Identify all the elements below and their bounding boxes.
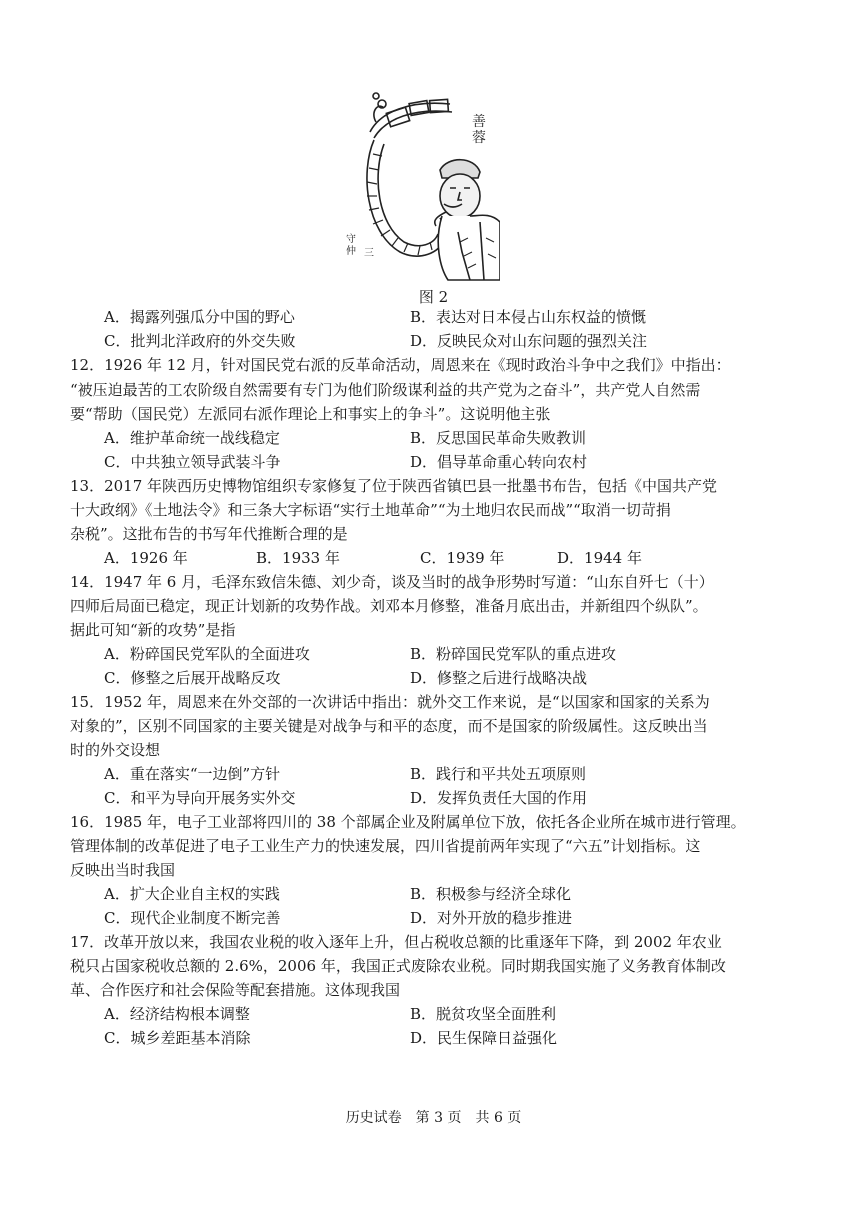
q13-option-a: A．1926 年 [104, 549, 188, 567]
q15-option-d: D．发挥负责任大国的作用 [410, 789, 588, 807]
q16-stem-line3: 反映出当时我国 [70, 861, 176, 879]
q16-stem-line1: 16．1985 年，电子工业部将四川的 38 个部属企业及附属单位下放，依托各企业所在城市进行管理。 [70, 813, 746, 831]
q14-stem-line2: 四师后局面已稳定，现正计划新的攻势作战。刘邓本月修整，准备月底出击，并新组四个纵队”。 [70, 597, 708, 615]
q14-option-c: C．修整之后展开战略反攻 [104, 669, 281, 687]
q16-option-c: C．现代企业制度不断完善 [104, 909, 281, 927]
q16-option-d: D．对外开放的稳步推进 [410, 909, 573, 927]
q17-stem-line3: 革、合作医疗和社会保险等配套措施。这体现我国 [70, 981, 401, 999]
figure-caption: 图 2 [418, 288, 449, 306]
q17-option-a: A．经济结构根本调整 [104, 1005, 250, 1023]
q17-stem-line1: 17．改革开放以来，我国农业税的收入逐年上升，但占税收总额的比重逐年下降，到 2002 年农业 [70, 933, 722, 951]
q14-stem-line1: 14．1947 年 6 月，毛泽东致信朱德、刘少奇，谈及当时的战争形势时写道：“山东自歼七（十） [70, 573, 714, 591]
q14-option-a: A．粉碎国民党军队的全面进攻 [104, 645, 310, 663]
q17-option-b: B．脱贫攻坚全面胜利 [410, 1005, 557, 1023]
q16-option-a: A．扩大企业自主权的实践 [104, 885, 280, 903]
q11-option-a: A．揭露列强瓜分中国的野心 [104, 308, 295, 326]
q13-option-d: D．1944 年 [557, 549, 642, 567]
page-footer: 历史试卷 第 3 页 共 6 页 [345, 1110, 522, 1126]
q15-option-b: B．践行和平共处五项原则 [410, 765, 587, 783]
q11-option-d: D．反映民众对山东问题的强烈关注 [410, 332, 648, 350]
q15-stem-line1: 15．1952 年，周恩来在外交部的一次讲话中指出：就外交工作来说，是“以国家和国家的关系为 [70, 693, 710, 711]
q16-option-b: B．积极参与经济全球化 [410, 885, 572, 903]
q14-option-d: D．修整之后进行战略决战 [410, 669, 588, 687]
cartoon-text-right: 善蓉 [472, 114, 486, 146]
cartoon-illustration [340, 92, 500, 282]
q15-stem-line2: 对象的”，区别不同国家的主要关键是对战争与和平的态度，而不是国家的阶级属性。这反映出当 [70, 717, 708, 735]
q16-stem-line2: 管理体制的改革促进了电子工业生产力的快速发展，四川省提前两年实现了“六五”计划指标。这 [70, 837, 701, 855]
q13-stem-line2: 十大政纲》《土地法令》和三条大字标语“实行土地革命”“为土地归农民而战”“取消一切苛捐 [70, 501, 671, 519]
q17-stem-line2: 税只占国家税收总额的 2.6%，2006 年，我国正式废除农业税。同时期我国实施了义务教育体制改 [70, 957, 726, 975]
q15-stem-line3: 时的外交设想 [70, 741, 161, 759]
q13-stem-line1: 13．2017 年陕西历史博物馆组织专家修复了位于陕西省镇巴县一批墨书布告，包括《中国共产党 [70, 477, 718, 495]
q11-option-b: B．表达对日本侵占山东权益的愤慨 [410, 308, 647, 326]
q13-option-c: C．1939 年 [420, 549, 505, 567]
q17-option-c: C．城乡差距基本消除 [104, 1029, 251, 1047]
q12-stem-line3: 要“帮助（国民党）左派同右派作理论上和事实上的争斗”。这说明他主张 [70, 405, 551, 423]
q12-stem-line1: 12．1926 年 12 月，针对国民党右派的反革命活动，周恩来在《现时政治斗争中之我们》中指出： [70, 356, 731, 374]
q11-option-c: C．批判北洋政府的外交失败 [104, 332, 296, 350]
q13-option-b: B．1933 年 [256, 549, 340, 567]
q15-option-c: C．和平为导向开展务实外交 [104, 789, 296, 807]
q14-option-b: B．粉碎国民党军队的重点进攻 [410, 645, 617, 663]
q13-stem-line3: 杂税”。这批布告的书写年代推断合理的是 [70, 525, 348, 543]
q15-option-a: A．重在落实“一边倒”方针 [104, 765, 281, 783]
q12-option-d: D．倡导革命重心转向农村 [410, 453, 588, 471]
cartoon-figure [340, 92, 500, 282]
q14-stem-line3: 据此可知“新的攻势”是指 [70, 621, 236, 639]
cartoon-text-left: 守仲 三 [346, 234, 374, 259]
q12-option-a: A．维护革命统一战线稳定 [104, 429, 280, 447]
q12-option-c: C．中共独立领导武装斗争 [104, 453, 281, 471]
q12-option-b: B．反思国民革命失败教训 [410, 429, 587, 447]
q17-option-d: D．民生保障日益强化 [410, 1029, 558, 1047]
q12-stem-line2: “被压迫最苦的工农阶级自然需要有专门为他们阶级谋利益的共产党为之奋斗”，共产党人自然需 [70, 381, 701, 399]
